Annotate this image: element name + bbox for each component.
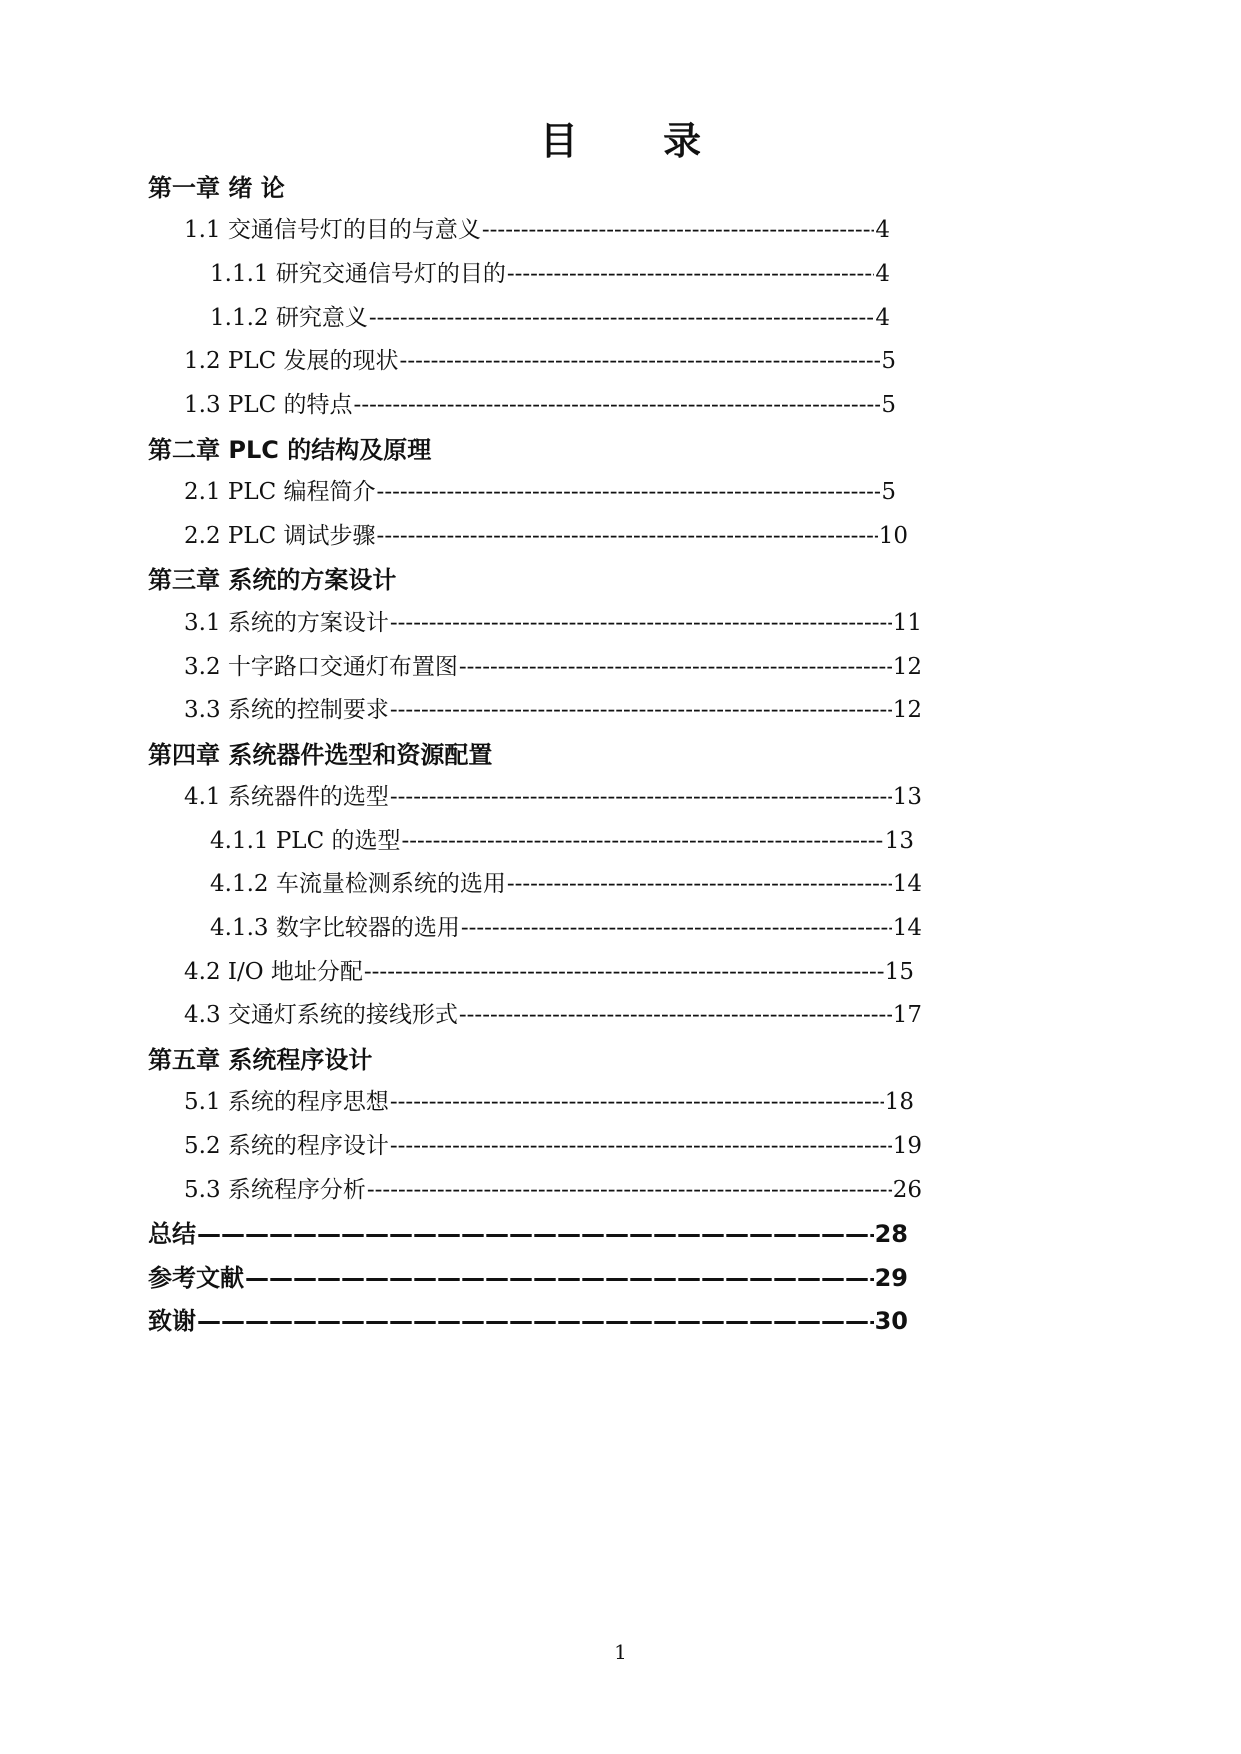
toc-entry-label: 4.1 系统器件的选型: [184, 784, 389, 810]
toc-leader: [390, 699, 892, 722]
toc-entry-label: 1.1 交通信号灯的目的与意义: [184, 217, 481, 243]
toc-entry-label: 2.1 PLC 编程简介: [184, 479, 376, 505]
toc-entry[interactable]: [184, 961, 914, 984]
toc-entry[interactable]: [184, 699, 922, 722]
toc-entry-references[interactable]: [148, 1266, 908, 1290]
toc-leader: [390, 1135, 892, 1158]
toc-entry[interactable]: [210, 307, 890, 330]
toc-entry-label: 5.3 系统程序分析: [184, 1177, 366, 1203]
toc-entry-label: 致谢: [148, 1307, 196, 1335]
toc-leader: [369, 307, 875, 330]
toc-entry[interactable]: [184, 786, 922, 809]
toc-leader: [367, 1179, 892, 1202]
toc-leader: [245, 1266, 874, 1290]
toc-entry-page: 13: [892, 784, 922, 810]
toc-leader: [400, 350, 881, 373]
toc-entry-label: 3.2 十字路口交通灯布置图: [184, 654, 458, 680]
toc-entry-page: 10: [878, 523, 908, 549]
toc-leader: [377, 481, 881, 504]
toc-entry-page: 4: [875, 305, 890, 331]
toc-entry[interactable]: [184, 481, 896, 504]
toc-entry-page: 5: [881, 392, 896, 418]
toc-leader: [507, 263, 875, 286]
toc-leader: [364, 961, 884, 984]
toc-entry[interactable]: [184, 394, 896, 417]
toc-entry[interactable]: [210, 873, 922, 896]
toc-leader: [197, 1222, 874, 1246]
toc-entry[interactable]: [184, 1135, 922, 1158]
toc-entry-label: 1.1.1 研究交通信号灯的目的: [210, 261, 506, 287]
toc-entry-page: 12: [892, 654, 922, 680]
toc-entry-label: 1.2 PLC 发展的现状: [184, 348, 399, 374]
toc-entry-page: 19: [892, 1133, 922, 1159]
toc-leader: [459, 1004, 892, 1027]
toc-entry[interactable]: [184, 350, 896, 373]
toc-entry-summary[interactable]: [148, 1222, 908, 1246]
toc-entry-page: 28: [874, 1220, 908, 1248]
toc-entry-label: 4.1.3 数字比较器的选用: [210, 915, 460, 941]
toc-entry[interactable]: [184, 1091, 914, 1114]
toc-entry-label: 4.3 交通灯系统的接线形式: [184, 1002, 458, 1028]
toc-entry-label: 4.2 I/O 地址分配: [184, 959, 363, 985]
toc-entry[interactable]: [210, 263, 890, 286]
toc-chapter-5: 第五章 系统程序设计: [148, 1046, 373, 1074]
toc-entry[interactable]: [184, 612, 922, 635]
toc-entry-label: 4.1.1 PLC 的选型: [210, 828, 401, 854]
toc-chapter-1: 第一章 绪 论: [148, 174, 285, 202]
toc-entry-page: 30: [874, 1307, 908, 1335]
toc-leader: [377, 525, 878, 548]
toc-entry[interactable]: [184, 656, 922, 679]
toc-entry-label: 2.2 PLC 调试步骤: [184, 523, 376, 549]
toc-entry-page: 11: [892, 610, 922, 636]
toc-chapter-2: 第二章 PLC 的结构及原理: [148, 436, 432, 464]
toc-entry-page: 5: [881, 348, 896, 374]
toc-entry[interactable]: [210, 830, 914, 853]
toc-entry[interactable]: [184, 219, 890, 242]
toc-entry-page: 12: [892, 697, 922, 723]
toc-entry-page: 14: [892, 871, 922, 897]
toc-entry-page: 17: [892, 1002, 922, 1028]
toc-entry-label: 5.2 系统的程序设计: [184, 1133, 389, 1159]
toc-entry-label: 参考文献: [148, 1264, 244, 1292]
toc-entry-page: 14: [892, 915, 922, 941]
toc-leader: [507, 873, 892, 896]
toc-entry-page: 29: [874, 1264, 908, 1292]
toc-entry-label: 4.1.2 车流量检测系统的选用: [210, 871, 506, 897]
toc-leader: [459, 656, 892, 679]
page-number: 1: [614, 1640, 627, 1664]
toc-entry[interactable]: [184, 1179, 922, 1202]
toc-entry-label: 总结: [148, 1220, 196, 1248]
page-title: 目 录: [539, 119, 738, 163]
toc-entry-acknowledgements[interactable]: [148, 1309, 908, 1333]
toc-entry-page: 4: [875, 261, 890, 287]
toc-entry-page: 4: [875, 217, 890, 243]
toc-leader: [402, 830, 884, 853]
toc-leader: [390, 612, 892, 635]
toc-entry-page: 15: [884, 959, 914, 985]
toc-entry-page: 18: [884, 1089, 914, 1115]
toc-entry-label: 1.1.2 研究意义: [210, 305, 368, 331]
toc-leader: [390, 1091, 884, 1114]
toc-entry[interactable]: [184, 1004, 922, 1027]
toc-entry-label: 1.3 PLC 的特点: [184, 392, 353, 418]
toc-leader: [354, 394, 881, 417]
toc-chapter-4: 第四章 系统器件选型和资源配置: [148, 741, 493, 769]
toc-chapter-3: 第三章 系统的方案设计: [148, 566, 397, 594]
toc-entry-label: 5.1 系统的程序思想: [184, 1089, 389, 1115]
toc-entry-label: 3.1 系统的方案设计: [184, 610, 389, 636]
toc-leader: [461, 917, 892, 940]
toc-entry-page: 5: [881, 479, 896, 505]
toc-entry-label: 3.3 系统的控制要求: [184, 697, 389, 723]
toc-entry-page: 13: [884, 828, 914, 854]
toc-leader: [482, 219, 874, 242]
toc-leader: [390, 786, 892, 809]
toc-entry[interactable]: [210, 917, 922, 940]
toc-entry[interactable]: [184, 525, 908, 548]
toc-leader: [197, 1309, 874, 1333]
toc-entry-page: 26: [892, 1177, 922, 1203]
